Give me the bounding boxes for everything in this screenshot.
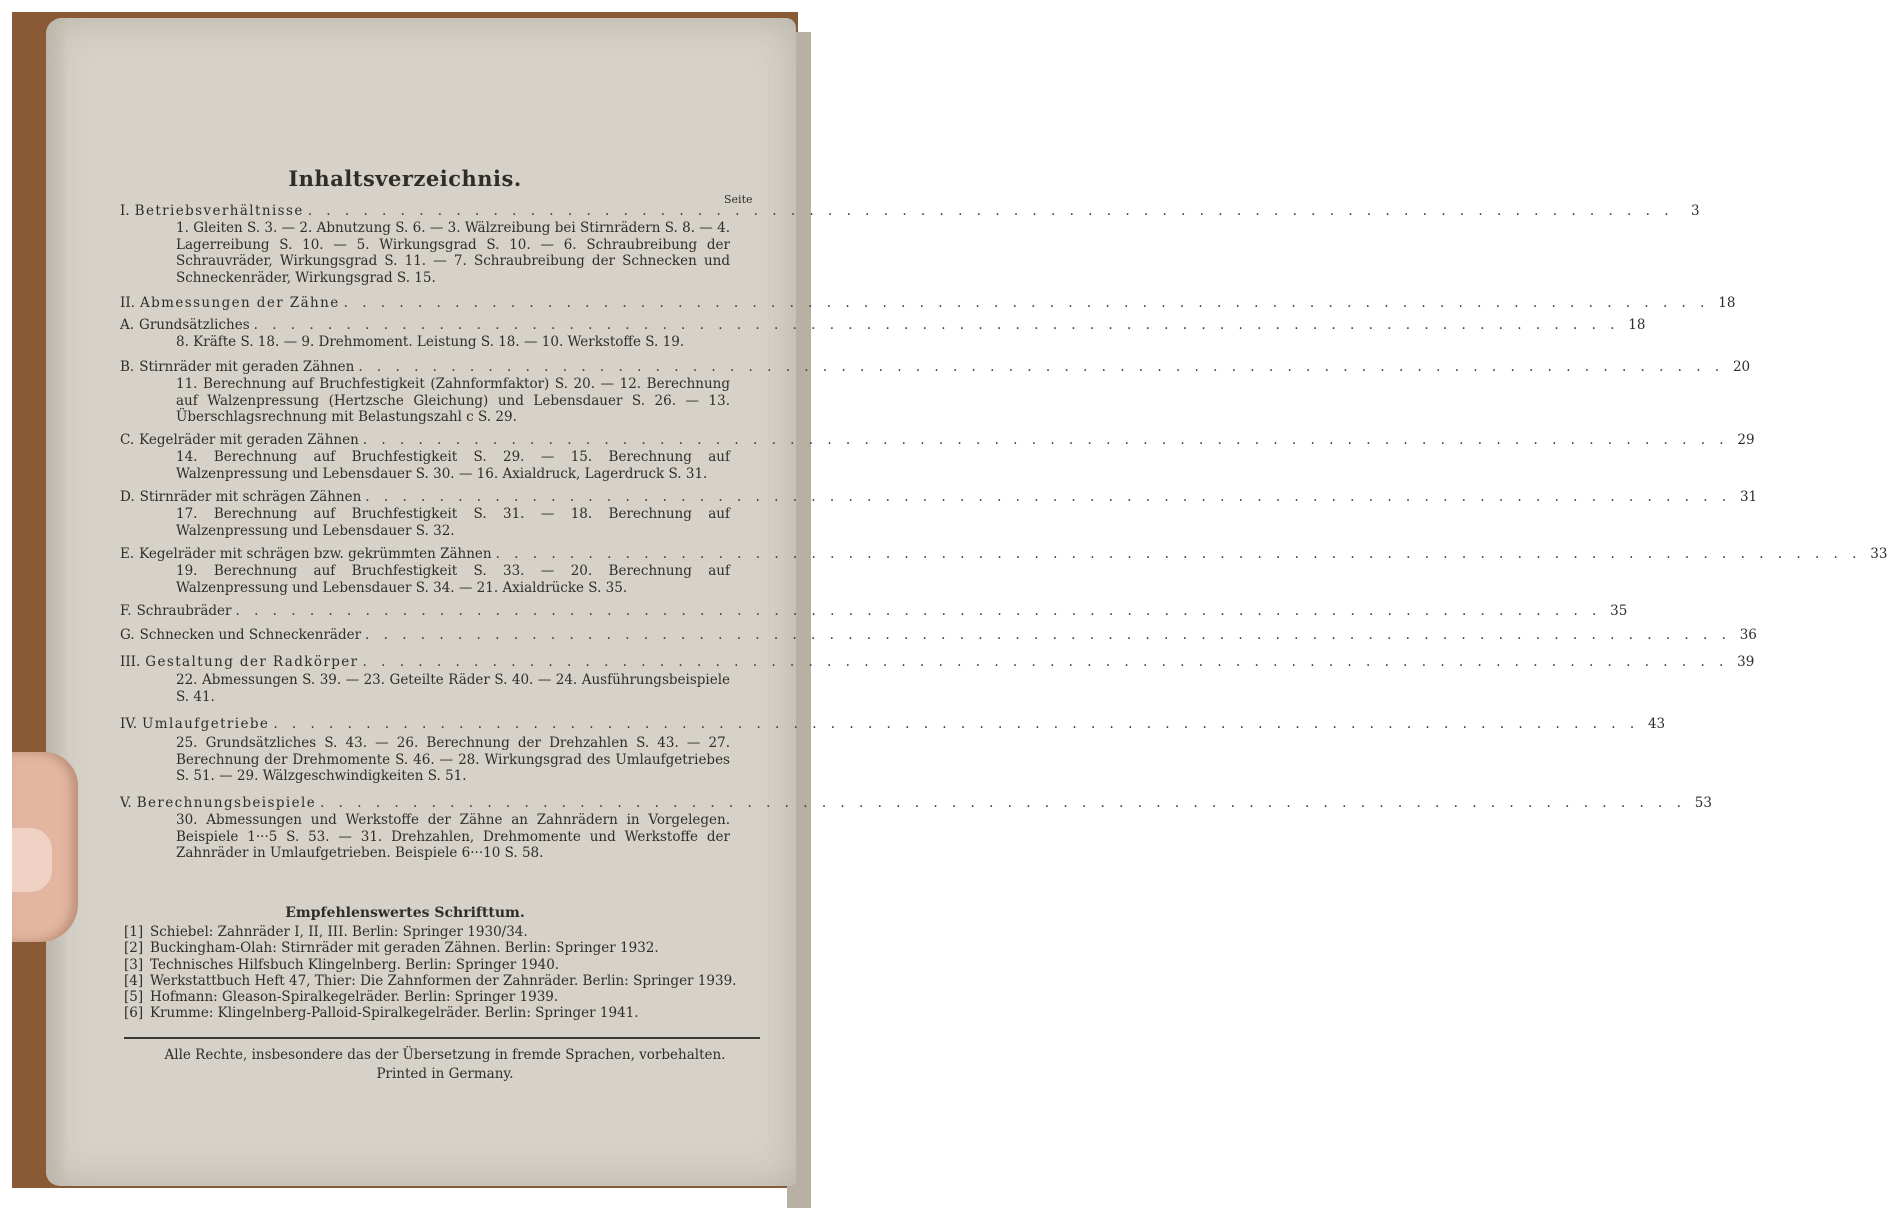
literature-text: Krumme: Klingelnberg-Palloid-Spiralkegelräder. Berlin: Springer 1941. <box>150 1005 639 1022</box>
section-title: Kegelräder mit geraden Zähnen <box>139 432 359 448</box>
leader-dots: . . . . . . . . . . . . . . . . . . . . . . . . . . . . . . . . . . . . . . . . . . . . . . . . . . . . . . . . . . . . . . . . . . . . . . . . . . <box>343 295 1710 311</box>
printed-in-text: Printed in Germany. <box>376 1066 514 1082</box>
toc-section-d <box>120 489 1758 506</box>
literature-item <box>124 1005 764 1021</box>
section-letter: B. <box>120 359 135 375</box>
toc-number: II. <box>120 295 135 311</box>
toc-title: Umlaufgetriebe <box>142 716 270 732</box>
section-description: 19. Berechnung auf Bruchfestigkeit S. 33. — 20. Berechnung auf Walzenpressung und Lebensdauer S. 34. — 21. Axialdrücke S. 35. <box>176 563 730 596</box>
toc-title: Abmessungen der Zähne <box>139 295 340 311</box>
literature-number: [2] <box>124 940 144 957</box>
toc-number: IV. <box>120 716 138 732</box>
section-description: 14. Berechnung auf Bruchfestigkeit S. 29. — 15. Berechnung auf Walzenpressung und Lebensdauer S. 30. — 16. Axialdruck, Lagerdruck S. 31. <box>176 449 730 482</box>
copyright-notice <box>0 1046 890 1084</box>
leader-dots: . . . . . . . . . . . . . . . . . . . . . . . . . . . . . . . . . . . . . . . . . . . . . . . . . . . . . . . . . . . . . . . . . . . . . . . . . . <box>365 627 1731 643</box>
literature-number: [4] <box>124 972 144 989</box>
literature-item <box>124 924 764 940</box>
section-description: 8. Kräfte S. 18. — 9. Drehmoment. Leistung S. 18. — 10. Werkstoffe S. 19. <box>176 334 685 350</box>
toc-page: 3 <box>1690 203 1700 219</box>
toc-entry-2 <box>120 295 1736 312</box>
toc-section-c <box>120 432 1755 449</box>
section-page: 31 <box>1739 489 1758 505</box>
page-column-label: Seite <box>724 193 753 206</box>
section-letter: D. <box>120 489 135 505</box>
leader-dots: . . . . . . . . . . . . . . . . . . . . . . . . . . . . . . . . . . . . . . . . . . . . . . . . . . . . . . . . . . . . . . . . . . . . . . . . . . <box>235 603 1602 619</box>
literature-heading: Empfehlenswertes Schrifttum. <box>285 905 525 921</box>
toc-page: 43 <box>1647 716 1666 732</box>
section-page: 29 <box>1737 432 1755 448</box>
toc-title: Gestaltung der Radkörper <box>145 654 359 670</box>
literature-number: [3] <box>124 956 144 973</box>
literature-number: [5] <box>124 989 144 1006</box>
section-title: Kegelräder mit schrägen bzw. gekrümmten Zähnen <box>139 546 492 562</box>
toc-page: 18 <box>1718 295 1736 311</box>
leader-dots: . . . . . . . . . . . . . . . . . . . . . . . . . . . . . . . . . . . . . . . . . . . . . . . . . . . . . . . . . . . . . . . . . . . . . . . . . . <box>365 489 1732 505</box>
rights-text: Alle Rechte, insbesondere das der Übersetzung in fremde Sprachen, vorbehalten. <box>164 1047 726 1063</box>
toc-description: 25. Grundsätzliches S. 43. — 26. Berechnung der Drehzahlen S. 43. — 27. Berechnung der Drehmomente S. 46. — 28. Wirkungsgrad des Umlaufgetriebes S. 51. — 29. Wälzgeschwindigkeiten S. 51. <box>176 735 730 784</box>
section-description: 11. Berechnung auf Bruchfestigkeit (Zahnformfaktor) S. 20. — 12. Berechnung auf Walzenpressung (Hertzsche Gleichung) und Lebensdauer S. 26. — 13. Überschlagsrechnung mit Belastungszahl c S. 29. <box>176 376 730 425</box>
leader-dots: . . . . . . . . . . . . . . . . . . . . . . . . . . . . . . . . . . . . . . . . . . . . . . . . . . . . . . . . . . . . . . . . . . . . . . . . . . <box>273 716 1640 732</box>
toc-entry-4 <box>120 716 1666 733</box>
leader-dots: . . . . . . . . . . . . . . . . . . . . . . . . . . . . . . . . . . . . . . . . . . . . . . . . . . . . . . . . . . . . . . . . . . . . . . . . . . <box>253 317 1620 333</box>
leader-dots: . . . . . . . . . . . . . . . . . . . . . . . . . . . . . . . . . . . . . . . . . . . . . . . . . . . . . . . . . . . . . . . . . . . . . . . . . . <box>362 654 1729 670</box>
toc-description: 1. Gleiten S. 3. — 2. Abnutzung S. 6. — 3. Wälzreibung bei Stirnrädern S. 8. — 4. Lagerreibung S. 10. — 5. Wirkungsgrad S. 10. — 6. Schraubreibung der Schrauvräder, Wirkungsgrad S. 11. — 7. Schraubreibung der Schnecken und Schneckenräder, Wirkungsgrad S. 15. <box>176 220 730 286</box>
page-title: Inhaltsverzeichnis. <box>288 166 522 191</box>
divider-rule <box>124 1037 760 1039</box>
literature-list <box>124 924 764 1022</box>
toc-entry-1 <box>120 203 1700 220</box>
literature-number: [1] <box>124 924 144 940</box>
section-title: Schraubräder <box>136 603 232 619</box>
toc-entry-5 <box>120 795 1712 812</box>
literature-item <box>124 940 764 956</box>
toc-section-a <box>120 317 1646 334</box>
section-description: 17. Berechnung auf Bruchfestigkeit S. 31. — 18. Berechnung auf Walzenpressung und Lebensdauer S. 32. <box>176 506 730 539</box>
toc-title: Betriebsverhältnisse <box>134 203 304 219</box>
toc-entry-3 <box>120 654 1755 671</box>
leader-dots: . . . . . . . . . . . . . . . . . . . . . . . . . . . . . . . . . . . . . . . . . . . . . . . . . . . . . . . . . . . . . . . . . . . . . . . . . . <box>362 432 1729 448</box>
literature-text: Technisches Hilfsbuch Klingelnberg. Berlin: Springer 1940. <box>150 956 560 973</box>
toc-description: 30. Abmessungen und Werkstoffe der Zähne an Zahnrädern in Vorgelegen. Beispiele 1···5 S. 53. — 31. Drehzahlen, Drehmomente und Werkstoffe der Zahnräder in Umlaufgetrieben. Beispiele 6···10 S. 58. <box>176 812 730 861</box>
section-page: 18 <box>1628 317 1646 333</box>
leader-dots: . . . . . . . . . . . . . . . . . . . . . . . . . . . . . . . . . . . . . . . . . . . . . . . . . . . . . . . . . . . . . . . . . . . . . . . . . . <box>495 546 1862 562</box>
toc-section-f <box>120 603 1628 620</box>
literature-item <box>124 989 764 1005</box>
toc-section-g <box>120 627 1757 644</box>
toc-description: 22. Abmessungen S. 39. — 23. Geteilte Räder S. 40. — 24. Ausführungsbeispiele S. 41. <box>176 672 730 705</box>
section-letter: C. <box>120 432 135 448</box>
literature-text: Schiebel: Zahnräder I, II, III. Berlin: Springer 1930/34. <box>150 924 528 940</box>
section-title: Stirnräder mit schrägen Zähnen <box>139 489 362 505</box>
toc-number: III. <box>120 654 141 670</box>
literature-item <box>124 973 764 989</box>
toc-number: V. <box>120 795 132 811</box>
section-title: Stirnräder mit geraden Zähnen <box>139 359 355 375</box>
literature-item <box>124 957 764 973</box>
leader-dots: . . . . . . . . . . . . . . . . . . . . . . . . . . . . . . . . . . . . . . . . . . . . . . . . . . . . . . . . . . . . . . . . . . . . . . . . . . <box>320 795 1686 811</box>
section-page: 35 <box>1610 603 1628 619</box>
toc-number: I. <box>120 203 130 219</box>
section-page: 20 <box>1732 359 1751 375</box>
toc-section-b <box>120 359 1751 376</box>
section-page: 33 <box>1870 546 1887 562</box>
section-letter: G. <box>120 627 135 643</box>
literature-text: Hofmann: Gleason-Spiralkegelräder. Berlin: Springer 1939. <box>150 989 559 1006</box>
literature-text: Werkstattbuch Heft 47, Thier: Die Zahnformen der Zahnräder. Berlin: Springer 1939. <box>150 972 737 989</box>
literature-text: Buckingham-Olah: Stirnräder mit geraden Zähnen. Berlin: Springer 1932. <box>150 940 659 957</box>
toc-section-e <box>120 546 1887 563</box>
section-title: Grundsätzliches <box>139 317 250 333</box>
section-letter: E. <box>120 546 135 562</box>
toc-page: 53 <box>1694 795 1712 811</box>
section-page: 36 <box>1739 627 1757 643</box>
section-letter: F. <box>120 603 132 619</box>
section-letter: A. <box>120 317 135 333</box>
toc-title: Berechnungsbeispiele <box>136 795 317 811</box>
leader-dots: . . . . . . . . . . . . . . . . . . . . . . . . . . . . . . . . . . . . . . . . . . . . . . . . . . . . . . . . . . . . . . . . . . . . . . . . . . <box>358 359 1725 375</box>
leader-dots: . . . . . . . . . . . . . . . . . . . . . . . . . . . . . . . . . . . . . . . . . . . . . . . . . . . . . . . . . . . . . . . . . . . . . . . . . . <box>307 203 1674 219</box>
toc-page: 39 <box>1737 654 1755 670</box>
section-title: Schnecken und Schneckenräder <box>139 627 362 643</box>
literature-number: [6] <box>124 1005 144 1022</box>
